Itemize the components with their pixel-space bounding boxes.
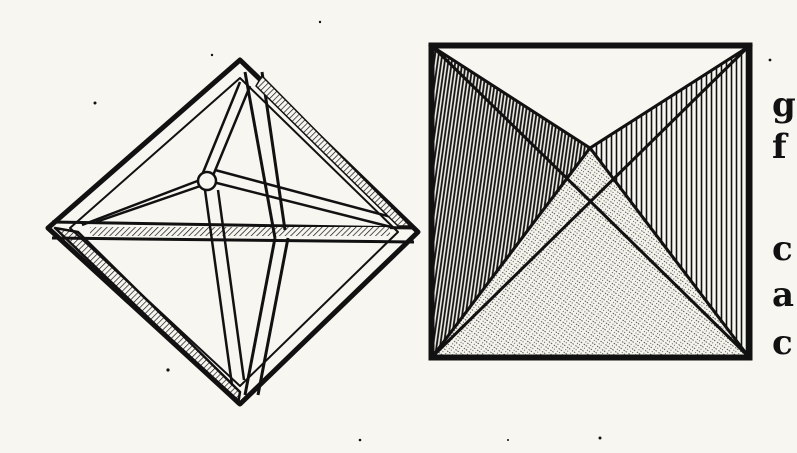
margin-letter-3: c xyxy=(772,229,793,269)
margin-letter-5: c xyxy=(772,323,793,363)
margin-letter-2: f xyxy=(772,127,787,167)
margin-letter-4: a xyxy=(772,275,795,315)
margin-letter-1: g xyxy=(772,85,796,125)
skeletal-octahedron xyxy=(48,60,418,404)
octahedron-top-view xyxy=(431,45,750,358)
